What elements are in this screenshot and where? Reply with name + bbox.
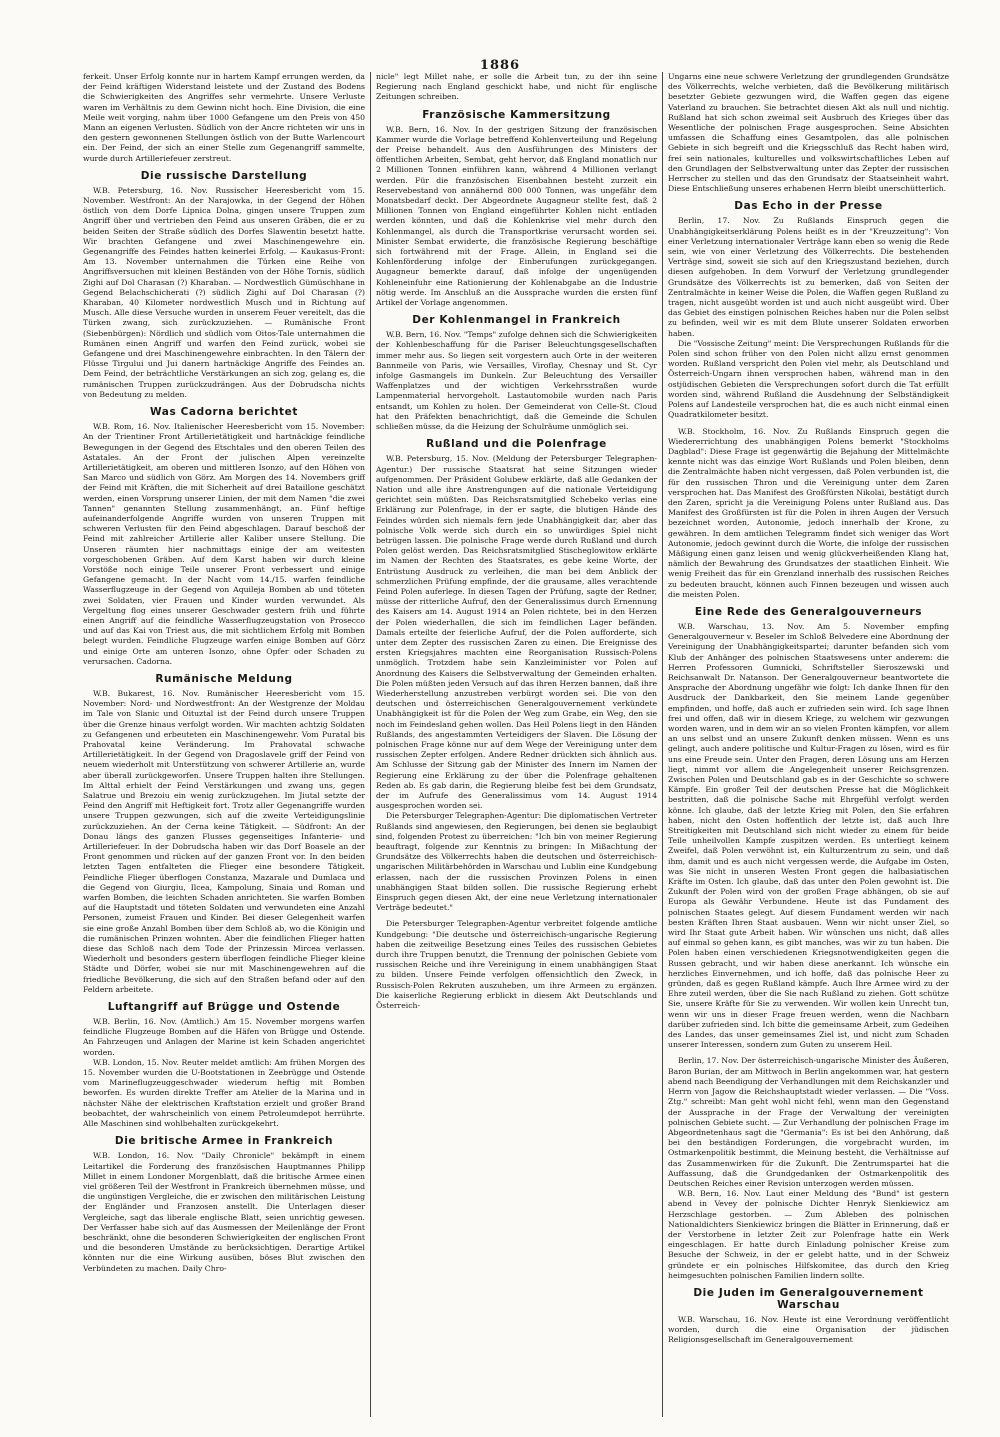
- article-paragraph: Die Petersburger Telegraphen-Agentur verbreitet folgende amtliche Kundgebung: "Die deutsche und österreichisch-ungarische Regierung haben die zeitweilige Besetzung eines Teiles des russischen Gebietes durch ihre Truppen benutzt, die Trennung der polnischen Gebiete vom russischen Reiche und ihre Vereinigung in einem unabhängigen Staat zu bilden. Unsere Feinde verfolgen offensichtlich den Zweck, in Russisch-Polen Rekruten auszuheben, um ihre Armeen zu ergänzen. Die kaiserliche Regierung erblickt in diesem Akt Deutschlands und Österreich-: [376, 919, 657, 1011]
- article-paragraph: W.B. London, 15. Nov. Reuter meldet amtlich: Am frühen Morgen des 15. November wurden die U-Bootstationen in Zeebrügge und Ostende vom Marineflugzeuggeschwader wiederum heftig mit Bomben beworfen. Es wurden direkte Treffer am Atelier de la Marina und in nächster Nähe der elektrischen Kraftstation erzielt und großer Brand beobachtet, der wahrscheinlich von einem Petroleumdepot herrührte. Alle Maschinen sind wohlbehalten zurückgekehrt.: [83, 1057, 365, 1129]
- article: [668, 606, 949, 1051]
- article-paragraph: W.B. London, 16. Nov. "Daily Chronicle" bekämpft in einem Leitartikel die Forderung des französischen Hauptmannes Philipp Millet in einem Londoner Morgenblatt, daß die britische Armee einen viel größeren Teil der Westfront in Frankreich übernehmen müsse, und die ungünstigen Vergleiche, die er zwischen den militärischen Leistung der Engländer und Franzosen anstellt. Die Unterlagen dieser Vergleiche, sagt das liberale englische Blatt, seien unrichtig gewesen. Der Verfasser habe sich auf das Ausmessen der Meilenlänge der Front beschränkt, ohne die besonderen Schwierigkeiten der englischen Front und die besonderen Umstände zu berücksichtigen. Derartige Artikel könnten nur die eine Wirkung ausüben, böses Blut zwischen den Verbündeten zu machen. Daily Chro-: [83, 1151, 365, 1273]
- article: [376, 72, 657, 103]
- article: [83, 673, 365, 995]
- article: [83, 1135, 365, 1273]
- article-paragraph: Die "Vossische Zeitung" meint: Die Versprechungen Rußlands für die Polen sind schon früher von den Polen nicht allzu ernst genommen worden. Rußland verspricht den Polen viel mehr, als Deutschland und Österreich-Ungarn ihnen versprochen haben, während man in den ostjüdischen Gebieten die Versprechungen sofort durch die Tat erfüllt worden sind, während Rußland die Ausdehnung der Selbständigkeit Polens auf Landesteile versprochen hat, die es auch nicht einmal einen Quadratkilometer besitzt.: [668, 338, 949, 420]
- article: [376, 438, 657, 913]
- article: [668, 1287, 949, 1346]
- article: [376, 919, 657, 1011]
- article: [83, 406, 365, 667]
- article-paragraph: W.B. Stockholm, 16. Nov. Zu Rußlands Einspruch gegen die Wiedererrichtung des unabhängigen Polens bemerkt "Stockholms Dagblad": Diese Frage ist gegenwärtig die Bejahung der Mittelmächte kennte nicht was das einzige Wort Rußlands und Polen bleiben, denn die Zentralmächte haben nicht vergessen, daß Polen verbunden ist, die für den russischen Thron und die Vereinigung unter dem Zaren versprochen hat. Das Manifest des Großfürsten Nikolai, bestätigt durch den Zaren, spricht ja die Vereinigung Polens unter Rußland aus. Das Manifest des Großfürsten ist für die Polen in ihren Augen der Versuch bezeichnet worden, Autonomie, jedoch innerhalb der Krone, zu gewähren. In dem amtlichen Telegramm findet sich weniger das Wort Autonomie, jedoch gewinnt durch die Worte, die infolge der russischen Mäßigung einen ganz leisen und wenig glückverheißenden Klang hat, nämlich der Bewahrung des Grundsatzes der staatlichen Einheit. Wie wenig Freiheit das für ein Grenzland innerhalb des russischen Reiches zu bedeuten braucht, können auch Finnen bezeugen und wissen auch die meisten Polen.: [668, 426, 949, 599]
- article-paragraph: Berlin, 17. Nov. Zu Rußlands Einspruch gegen die Unabhängigkeitserklärung Polens heißt es in der "Kreuzzeitung": Von einer Verletzung internationaler Verträge kann eben so wenig die Rede sein, wie von einer Verletzung des Völkerrechts. Die bestehenden Verträge sind, soweit sie sich auf den Kriegszustand beziehen, durch diesen aufgehoben. In dem Vorwurf der Verletzung grundlegender Grundsätze des Völkerrechts ist zu bemerken, daß von Seiten der Zentralmächte in keiner Weise die Polen, die Waffen gegen Rußland zu tragen, nicht ausgeübt worden ist und auch nicht ausgeübt wird. Über das Gebiet des einstigen polnischen Reiches haben nur die Polen selbst zu befinden, weil wir es mit dem Blute unserer Soldaten erworben haben.: [668, 216, 949, 338]
- article-paragraph: W.B. Bern, 16. Nov. "Temps" zufolge dehnen sich die Schwierigkeiten der Kohlenbeschaffung für die Pariser Beleuchtungsgesellschaften immer mehr aus. So liegen seit vorgestern auch Orte in der weiteren Bannmeile von Paris, wie Versailles, Viroflay, Chesnay und St. Cyr infolge Gasmangels im Dunkeln. Zur Beleuchtung des Versailler Waffenplatzes und der wichtigen Verkehrsstraßen wurde Lampenmaterial hervorgeholt. Lastautomobile wurden nach Paris entsandt, um Kohlen zu holen. Der Gemeinderat von Celle-St. Cloud hat den Präfekten benachrichtigt, daß die Gemeinde die Schulen schließen müsse, da die Heizung der Schulräume unmöglich sei.: [376, 330, 657, 432]
- article-paragraph: W.B. Berlin, 16. Nov. (Amtlich.) Am 15. November morgens warfen feindliche Flugzeuge Bomben auf die Häfen von Brügge und Ostende. An Fahrzeugen und Anlagen der Marine ist kein Schaden angerichtet worden.: [83, 1017, 365, 1057]
- article: [668, 200, 949, 420]
- article-headline: Eine Rede des Generalgouverneurs: [694, 605, 923, 618]
- article-headline: Rumänische Meldung: [155, 672, 293, 685]
- column-container: [78, 72, 956, 1417]
- article: [668, 1056, 949, 1280]
- article-headline: Rußland und die Polenfrage: [426, 438, 607, 451]
- article: [668, 427, 949, 600]
- article: [376, 109, 657, 309]
- article-paragraph: W.B. Warschau, 16. Nov. Heute ist eine Verordnung veröffentlicht worden, durch die eine Organisation der jüdischen Religionsgesellschaft im Generalgouvernement: [668, 1314, 949, 1345]
- article-paragraph: W.B. Bern, 16. Nov. In der gestrigen Sitzung der französischen Kammer wurde die Vorlage betreffend Kohlenverteilung und Regelung der Preise behandelt. Aus den Ausführungen des Ministers der öffentlichen Arbeiten, Sembat, geht hervor, daß England monatlich nur 2 Millionen Tonnen einführen kann, während 4 Millionen verlangt werden. Für die französischen Eisenbahnen besteht zurzeit ein Reservebestand von annähernd 800 000 Tonnen, was ungefähr dem Monatsbedarf deckt. Der Abgeordnete Augagneur stellte fest, daß 2 Millionen Tonnen von England eingeführter Kohlen nicht entladen werden könnten, und daß die Kohlenkrise viel mehr durch den Kohlenmangel, als durch die Transportkrise verursacht worden sei. Minister Sembat erwiderte, die französische Regierung beschäftige sich fortwährend mit der Frage. Allein, in England sei die Kohlenförderung infolge der Einberufungen zurückgegangen. Augagneur bemerkte darauf, daß infolge der ungenügenden Kohleneinfuhr eine Rationierung der Kohlenabgabe an die Industrie nötig werde. Im Anschluß an die Aussprache wurden die ersten fünf Artikel der Vorlage angenommen.: [376, 124, 657, 308]
- article: [83, 72, 365, 164]
- article-headline: Was Cadorna berichtet: [150, 406, 298, 419]
- article: [83, 170, 365, 400]
- page-number: 1886: [479, 58, 521, 73]
- column-2: [370, 72, 662, 1417]
- article-headline: Die britische Armee in Frankreich: [114, 1135, 334, 1148]
- column-1: [78, 72, 370, 1417]
- article-paragraph: W.B. Bern, 16. Nov. Laut einer Meldung des "Bund" ist gestern abend in Vevey der polnische Dichter Henryk Sienkiewicz am Herzschlage gestorben. — Zum Ableben des polnischen Nationaldichters Sienkiewicz bringen die Blätter in Erinnerung, daß er der Verstorbene in letzter Zeit zur Polenfrage hatte ein Werk eingeschlagen. Er hatte durch Einladung polnischer Kreise zum Besuche der Schweiz, in der er gelebt hatte, und in der Schweiz gründete er ein polnisches Hilfskomitee, das durch den Krieg heimgesuchten polnischen Familien lindern sollte.: [668, 1189, 949, 1280]
- article: [376, 314, 657, 432]
- article-headline: Luftangriff auf Brügge und Ostende: [107, 1001, 341, 1014]
- article-paragraph: nicle" legt Millet nahe, er solle die Arbeit tun, zu der ihn seine Regierung nach England geschickt habe, und nicht für englische Zeitungen schreiben.: [376, 72, 657, 102]
- article-paragraph: Die Petersburger Telegraphen-Agentur: Die diplomatischen Vertreter Rußlands sind angewiesen, den Regierungen, bei denen sie beglaubigt sind, folgenden Protest zu überreichen: "Ich bin von meiner Regierung beauftragt, folgende zur Kenntnis zu bringen: In Mißachtung der Grundsätze des Völkerrechts haben die deutschen und österreichisch-ungarischen Militärbehörden in Warschau und Lublin eine Kundgebung erlassen, nach der die russischen Provinzen Polens in einen unabhängigen Staat bilden sollen. Die russische Regierung erhebt Einspruch gegen diesen Akt, der eine neue Verletzung internationaler Verträge bedeutet.": [376, 811, 657, 913]
- article: [83, 1001, 365, 1129]
- article-headline: Französische Kammersitzung: [422, 108, 611, 121]
- article-paragraph: Ungarns eine neue schwere Verletzung der grundlegenden Grundsätze des Völkerrechts, welche verbieten, daß die Bevölkerung militärisch besetzter Gebiete gezwungen wird, die Waffen gegen das eigene Vaterland zu brauchen. Sie betrachtet diesen Akt als null und nichtig. Rußland hat sich schon zweimal seit Ausbruch des Krieges über das Wesentliche der polnischen Frage ausgesprochen. Seine Absichten umfassen die Schaffung eines Gesamtpolen, das alle polnischen Gebiete in sich begreift und die Kriegsschluß das Recht haben wird, frei sein nationales, kulturelles und volkswirtschaftliches Leben auf den Grundlagen der Selbstverwaltung unter das Zepter der russischen Herrscher zu stellen und das den Grundsatz der Staatseinheit wahrt. Diese Entschließung unseres erhabenen Herrn bleibt unerschütterlich.: [668, 72, 949, 194]
- column-3: [662, 72, 954, 1417]
- article-headline: Der Kohlenmangel in Frankreich: [412, 314, 621, 327]
- article-paragraph: W.B. Petersburg, 16. Nov. Russischer Heeresbericht vom 15. November. Westfront: An der Narajowka, in der Gegend der Höhen östlich von dem Dorfe Lipnica Dolna, gingen unsere Truppen zum Angriff über und vertrieben den Feind aus unseren Gräben, die er zu beiden Seiten der Straße südlich des Dorfes Slawentin besetzt hatte. Wir brachten Gefangene und zwei Maschinengewehre ein. Gegenangriffe des Feindes hatten keinerlei Erfolg. — Kaukasus-Front: Am 13. November unternahmen die Türken eine Reihe von Angriffsversuchen mit kleinen Beständen von der Höhe Tornis, südlich Zighi auf Dol Charasan (?) Kharaban. — Nordwestlich Gümüschhane in Gegend Belachschicherati (?) südlich Zighi auf Dol Charasan (?) Kharaban, 40 Kilometer nordwestlich Musch und in Richtung auf Musch. Alle diese Versuche wurden in unserem Feuer vereitelt, das die Türken zwang, sich zurückzuziehen. — Rumänische Front (Siebenbürgen): Nördlich und südlich vom Oitos-Tale unternahmen die Rumänen einen Angriff und warfen den Feind zurück, wobei sie Gefangene und drei Maschinengewehre einbrachten. In den Tälern der Flüsse Tirgului und Jui danern hartnäckige Angriffe des Feindes an. Dem Feind, der beträchtliche Verstärkungen an sich zog, gelang es, die rumänischen Truppen zurückzudrängen. Aus der Dobrudscha nichts von Bedeutung zu melden.: [83, 185, 365, 399]
- article-paragraph: Berlin, 17. Nov. Der österreichisch-ungarische Minister des Äußeren, Baron Burian, der am Mittwoch in Berlin angekommen war, hat gestern abend nach Beendigung der Verhandlungen mit dem Reichskanzler und Herrn von Jagow die Reichshauptstadt wieder verlassen. — Die "Voss. Ztg." schreibt: Man geht wohl nicht fehl, wenn man den Gegenstand der Aussprache in der Frage der Verwaltung der vereinigten polnischen Gebiete sucht. — Zur Verhandlung der polnischen Frage im Abgeordnetenhaus sagt die "Germania": Es ist bei den Anhörung, daß bei den beständigen Forderungen, die vorgebracht wurden, im Ostmarkenpolitik bestimmt, die Meinung besteht, die Verhältnisse auf das Zusammenwirken für die Zukunft. Die Zentrumspartei hat die Auffassung, daß die Grundgedanken der Ostmarkenpolitik des Deutschen Reiches einer Revision unterzogen werden müssen.: [668, 1056, 949, 1188]
- article-paragraph: W.B. Warschau, 13. Nov. Am 5. November empfing Generalgouverneur v. Beseler im Schloß Belvedere eine Abordnung der Vereinigung der Unabhängigkeitspartei; darunter befanden sich vom Klub der Anhänger des polnischen Staatswesens unter anderem: die Herren Professoren Gumnicki, Schriftsteller Sieroszewski und Reichsanwalt Dr. Natanson. Der Generalgouverneur beantwortete die Ansprache der Abordnung ungefähr wie folgt: Ich danke Ihnen für den Ausdruck der Dankbarkeit, den Sie meinem Lande gegenüber empfinden, und hoffe, daß auch er zufrieden sein wird. Ich sage Ihnen frei und offen, daß wir in diesem Kriege, zu welchem wir gezwungen worden waren, und in dem wir an so vielen Fronten kämpfen, vor allem an uns selbst und an unsere Zukunft denken müssen. Wenn es uns gelingt, auch andere politische und Kultur-Fragen zu lösen, wird es für uns eine Freude sein. Unter den Fragen, deren Lösung uns am Herzen liegt, nimmt vor allem die Angelegenheit unserer Reichsgrenzen. Zwischen Polen und Deutschland gab es in der Geschichte so schwere Kämpfe. Ein großer Teil der deutschen Presse hat die Möglichkeit bestritten, daß die polnische Sache mit Ehrgefühl verfolgt werden könne. Ich glaube, daß der letzte Krieg mit Polen, den Sie erfahren haben, nicht den Osten hoffentlich der letzte ist, daß auch Ihre Streitigkeiten mit Deutschland sich nicht wieder zu einem für beide Teile unheilvollen Kampfe zuspitzen werden. Es unterliegt keinem Zweifel, daß Polen verwöhnt ist, ein Kulturzentrum zu sein, und daß ihm, damit und es auch nicht vergessen werde, die Aufgabe im Osten, was Sie nicht in unseren Westen Front gegen die halbasiatischen Kräfte im Osten. Ich glaube, daß das unter den Polen gewohnt ist. Die Zukunft der Polen wird von der großen Frage abhängen, ob sie auf Europa als Gewähr Verbundene. Heute ist das Fundament des polnischen Staates gelegt. Auf diesem Fundament werden wir nach besten Kräften Ihren Staat ausbauen. Wenn wir nicht unser Ziel, so wird Ihr Staat gute Arbeit haben. Wir wünschen uns nicht, daß alles auf einmal so gehen kann, es gibt manches, was wir zu tun haben. Die Polen haben einen verschiedenen Kriegsnotwendigkeiten gegen die Russen gebracht, und wir haben diese anerkannt. Ich wünsche ein herzliches Einvernehmen, und ich hoffe, daß das polnische Heer zu gründen, daß es gegen Rußland kämpfe. Auch Ihre Armee wird zu der Ehre zuteil werden, über die Sie nach Rußland zu ziehen. Gott schütze Sie, unsere Kräfte für Sie zu verwenden. Wir wollen kein Unrecht tun, wenn wir uns in dieser Frage freuen werden, wenn die Nachbarn darüber zufrieden sind. Ich bitte die gemeinsame Arbeit, zum Gedeihen des Landes, das unser gemeinsames Ziel ist, und nicht zum Schaden unserer Interessen, sondern zum Guten zu unserem Heil.: [668, 621, 949, 1050]
- article-paragraph: W.B. Bukarest, 16. Nov. Rumänischer Heeresbericht vom 15. November: Nord- und Nordwestfront: An der Westgrenze der Moldau im Tale von Slanic und Oituztal ist der Feind durch unsere Truppen über die Grenze hinaus verfolgt worden. Wir machten achtzig Soldaten zu Gefangenen und erbeuteten ein Maschinengewehr. Vom Puratal bis Prahovatal keine Veränderung. Im Prahovatal schwache Artillerietätigkeit. In der Gegend von Dragoslavele griff der Feind von neuem wiederholt mit Unterstützung von schwerer Artillerie an, wurde aber überall zurückgeworfen. Unsere Truppen halten ihre Stellungen. Im Alttal erhielt der Feind Verstärkungen und zwang uns, gegen Salatrue und Brezoiu ein wenig zurückzugehen. Im Jiutal setzte der Feind den Angriff mit Heftigkeit fort. Trotz aller Gegenangriffe wurden unsere Truppen gezwungen, sich auf die zweite Verteidigungslinie zurückzuziehen. An der Cerna keine Tätigkeit. — Südfront: An der Donau längs des ganzen Flusses gegenseitiges Infanterie- und Artilleriefeuer. In der Dobrudscha haben wir das Dorf Boasele an der Front genommen und rücken auf der ganzen Front vor. In den beiden letzten Tagen entfalteten die Flieger eine besondere Tätigkeit. Feindliche Flieger überflogen Constanza, Mazarale und Dumlaca und die Gegend von Giurgiu, Ilcea, Kampolung, Sinaia und Roman und warfen Bomben, die leichten Schaden anrichteten. Sie warfen Bomben auf die Hauptstadt und töteten Soldaten und verwundeten eine Anzahl Personen, zumeist Frauen und Kinder. Bei dieser Gelegenheit warfen sie eine große Anzahl Bomben über dem Schloß ab, wo die Königin und die rumänischen Prinzen wohnten. Aber die feindlichen Flieger hatten diese das Schloß nach dem Tode der Prinzessin Mircea verlassen. Wiederholt und besonders gestern überflogen feindliche Flieger kleine Städte und Dörfer, wobei sie nur mit Maschinengewehren auf die friedliche Bevölkerung, die sich auf den Straßen befand oder auf den Feldern arbeitete.: [83, 688, 365, 994]
- article-headline: Die Juden im Generalgouvernement Warschau: [693, 1286, 924, 1311]
- article-headline: Die russische Darstellung: [140, 169, 308, 182]
- article-paragraph: ferkeit. Unser Erfolg konnte nur in hartem Kampf errungen werden, da der Feind kräftigen Widerstand leistete und der Zustand des Bodens die Schwierigkeiten des Angriffes sehr vermehrte. Unsere Verluste waren im Verhältnis zu dem Gewinn nicht hoch. Eine Division, die eine Meile weit vorging, nahm über 1000 Gefangene um den Preis von 450 Mann an eigenen Verlusten. Südlich von der Ancre richteten wir uns in den gestern gewonnenen Stellungen östlich von der Butte Warlencourt ein. Der Feind, der sich an einer Stelle zum Gegenangriff sammelte, wurde durch Artilleriefeuer zerstreut.: [83, 72, 365, 163]
- article: [668, 72, 949, 194]
- article-paragraph: W.B. Rom, 16. Nov. Italienischer Heeresbericht vom 15. November: An der Trientiner Front Artillerietätigkeit und hartnäckige feindliche Bewegungen in der Gegend des Etschtales und den oberen Teilen des Astatales. An der Front der julischen Alpen vereinzelte Artillerietätigkeit, am oberen und mittleren Isonzo, auf den Höhen von San Marco und südlich von Görz. Am Morgen des 14. Novembers griff der Feind mit Kräften, die mit Sicherheit auf drei Bataillone geschätzt werden, einen Vorsprung unserer Linien, der mit dem Namen "die zwei Tannen" genannten Stellung zusammenhängt, an. Fünf heftige aufeinanderfolgende Angriffe wurden von unseren Truppen mit schweren Verlusten für den Feind abgeschlagen. Darauf beschoß der Feind mit zahlreicher Artillerie aller Kaliber unsere Stellung. Die Unseren räumten hier nachmittags einige der am weitesten vorgeschobenen Gräben. Auf dem Karst haben wir durch kleine Vorstöße noch einige Teile unserer Front verbessert und einige Gefangene gemacht. In der Nacht vom 14./15. warfen feindliche Wasserflugzeuge in der Gegend von Aquileja Bomben ab und töteten zwei Soldaten, vier Frauen und Kinder wurden verwundet. Als Vergeltung flog eines unserer Geschwader gestern früh und führte einen Angriff auf die feindliche Wasserflugzeugstation von Prosecco und auf das Kai von Triest aus, die mit sichtlichem Erfolg mit Bomben belegt wurden. Feindliche Flugzeuge warfen einige Bomben auf Görz und einige Orte am unteren Isonzo, ohne Opfer oder Schaden zu verursachen. Cadorna.: [83, 422, 365, 666]
- article-paragraph: W.B. Petersburg, 15. Nov. (Meldung der Petersburger Telegraphen-Agentur.) Der russische Staatsrat hat seine Sitzungen wieder aufgenommen. Der Präsident Golubew erklärte, daß alle Gedanken der Nation und alle ihre Anstrengungen auf die nationale Verteidigung gerichtet sein müßten. Das Reichsratsmitglied Schebeko verlas eine Erklärung zur Polenfrage, in der er sagte, die blutigen Hände des Feindes würden sich niemals fern jede Unabhängigkeit dar, aber das polnische Volk werde sich durch ein so unwürdiges Spiel nicht betrügen lassen. Die polnische Frage werde durch Rußland und durch Polen gelöst werden. Das Reichsratsmitglied Stischeglowitow erklärte im Namen der Rechten des Staatsrates, es gebe keine Worte, der Entrüstung Ausdruck zu verleihen, die man bei dem Anblick der schmerzlichen Prüfung empfinde, der die grausame, alles verachtende Feind Polen auferlege. In diesen Tagen der Prüfung, sagte der Redner, müsse der ritterliche Aufruf, den der Generalissimus durch Ernennung des Kaisers am 14. August 1914 an Polen richtete, bei in den Herzen der Polen wiederhallen, die sich im feindlichen Lager befänden. Damals erteilte der feierliche Aufruf, der die Polen aufforderte, sich unter dem Zepter des russischen Zaren zu einen. Die Ereignisse des ersten Kriegsjahres machten eine Reorganisation Russisch-Polens unmöglich. Trotzdem habe sein Kanzleiminister vor Polen auf Anordnung des Kaisers die Selbstverwaltung der Gemeinden erhalten. Die Polen müßten jeden Versuch auf das ihren Herzen bannen, daß ihre Wiederherstellung anzustreben verbürgt worden sei. Die von den deutschen und österreichischen Generalgouvernement verkündete Unabhängigkeit ist für die Polen der Weg zum Grabe, ein Weg, den sie noch im Feindesland gehen wollen. Das Heil Polens liegt in den Händen Rußlands, des angestammten Verteidigers der Slaven. Die Lösung der polnischen Frage könne nur auf dem Wege der Vereinigung unter dem russischen Zepter erfolgen. Andere Redner drückten sich ähnlich aus. Am Schlusse der Sitzung gab der Minister des Innern im Namen der Regierung eine Erklärung zu der über die Polenfrage gehaltenen Reden ab. Es gab darin, die Regierung bleibe fest bei dem Grundsatz, der im Aufrufe des Generalissimus vom 14. August 1914 ausgesprochen worden sei.: [376, 454, 657, 811]
- article-headline: Das Echo in der Presse: [734, 200, 883, 213]
